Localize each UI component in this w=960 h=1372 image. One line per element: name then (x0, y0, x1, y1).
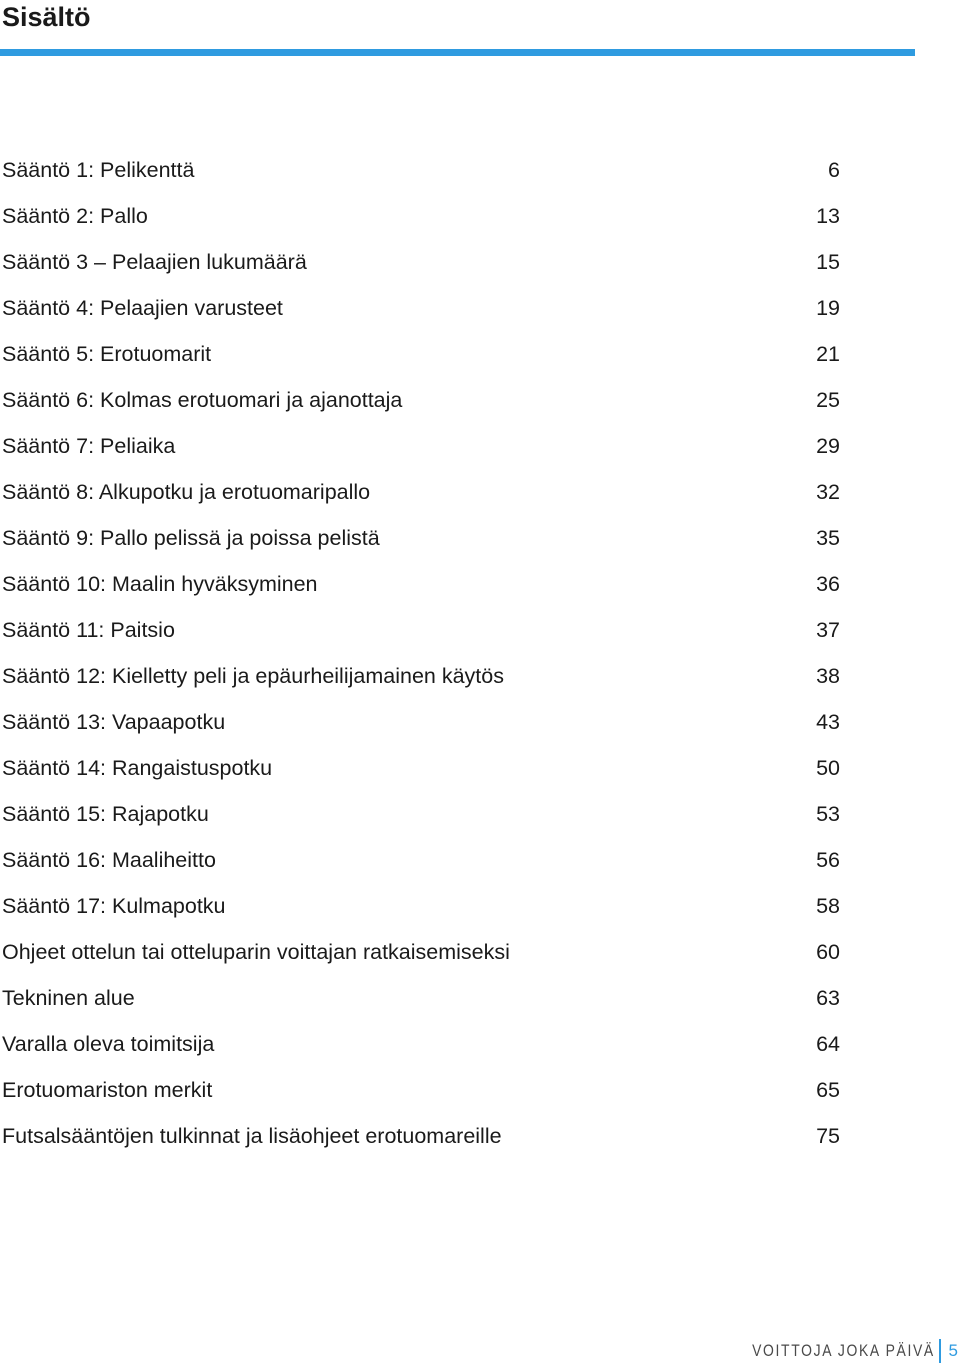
title-rule (0, 49, 915, 56)
toc-entry-page: 29 (816, 434, 840, 458)
toc-entry[interactable] (0, 699, 850, 745)
toc-entry[interactable] (0, 1067, 850, 1113)
toc-entry-page: 63 (816, 986, 840, 1010)
toc-entry-label: Sääntö 4: Pelaajien varusteet ..... (2, 285, 788, 331)
page-title: Sisältö (2, 2, 91, 32)
toc-entry-page: 50 (816, 756, 840, 780)
toc-entry-label: Sääntö 8: Alkupotku ja erotuomaripallo ..... (2, 469, 788, 515)
toc-entry-page: 6 (828, 158, 840, 182)
toc-entry[interactable] (0, 1113, 850, 1159)
toc-entry-page: 15 (816, 250, 840, 274)
toc-entry-label: Tekninen alue ..... (2, 975, 788, 1021)
toc-entry-label: Sääntö 11: Paitsio ..... (2, 607, 788, 653)
toc-entry[interactable] (0, 515, 850, 561)
toc-entry-page: 56 (816, 848, 840, 872)
toc-entry-label: Sääntö 10: Maalin hyväksyminen ..... (2, 561, 788, 607)
toc-entry-page: 60 (816, 940, 840, 964)
toc-entry-page: 37 (816, 618, 840, 642)
toc-entry-page: 13 (816, 204, 840, 228)
toc-entry-page: 43 (816, 710, 840, 734)
toc-entry-label: Futsalsääntöjen tulkinnat ja lisäohjeet erotuomareille ..... (2, 1113, 788, 1159)
toc-entry[interactable] (0, 561, 850, 607)
toc-entry[interactable] (0, 883, 850, 929)
toc-entry[interactable] (0, 423, 850, 469)
toc-entry-label: Varalla oleva toimitsija ..... (2, 1021, 788, 1067)
toc-entry-page: 25 (816, 388, 840, 412)
toc-entry-label: Sääntö 3 – Pelaajien lukumäärä ..... (2, 239, 788, 285)
table-of-contents (0, 147, 850, 1159)
toc-entry-page: 53 (816, 802, 840, 826)
page-footer (712, 1336, 958, 1366)
toc-entry-label: Sääntö 16: Maaliheitto ..... (2, 837, 788, 883)
toc-entry[interactable] (0, 193, 850, 239)
toc-entry-label: Sääntö 1: Pelikenttä ..... (2, 147, 788, 193)
toc-entry[interactable] (0, 929, 850, 975)
toc-entry[interactable] (0, 837, 850, 883)
toc-entry-label: Sääntö 17: Kulmapotku ..... (2, 883, 788, 929)
toc-entry-page: 21 (816, 342, 840, 366)
toc-entry-label: Sääntö 14: Rangaistuspotku ..... (2, 745, 788, 791)
toc-entry-label: Sääntö 9: Pallo pelissä ja poissa pelistä ..... (2, 515, 788, 561)
toc-entry-label: Sääntö 2: Pallo ..... (2, 193, 788, 239)
toc-entry-label: Sääntö 15: Rajapotku ..... (2, 791, 788, 837)
toc-entry-page: 36 (816, 572, 840, 596)
toc-entry-page: 65 (816, 1078, 840, 1102)
toc-entry-label: Erotuomariston merkit ..... (2, 1067, 788, 1113)
toc-entry-label: Sääntö 5: Erotuomarit ..... (2, 331, 788, 377)
toc-entry-page: 38 (816, 664, 840, 688)
toc-entry-label: Sääntö 6: Kolmas erotuomari ja ajanottaja ..... (2, 377, 788, 423)
footer-brand: VOITTOJA JOKA PÄIVÄ (751, 1341, 935, 1360)
toc-entry-page: 75 (816, 1124, 840, 1148)
toc-entry-page: 58 (816, 894, 840, 918)
toc-entry-label: Sääntö 12: Kielletty peli ja epäurheilijamainen käytös ..... (2, 653, 788, 699)
toc-entry-label: Sääntö 13: Vapaapotku ..... (2, 699, 788, 745)
toc-entry[interactable] (0, 239, 850, 285)
toc-entry[interactable] (0, 607, 850, 653)
toc-entry[interactable] (0, 653, 850, 699)
toc-entry[interactable] (0, 1021, 850, 1067)
footer-divider (939, 1339, 941, 1363)
toc-entry[interactable] (0, 791, 850, 837)
toc-entry-page: 64 (816, 1032, 840, 1056)
toc-entry[interactable] (0, 147, 850, 193)
toc-entry-page: 19 (816, 296, 840, 320)
toc-entry-label: Sääntö 7: Peliaika ..... (2, 423, 788, 469)
toc-entry[interactable] (0, 745, 850, 791)
footer-page-number: 5 (948, 1341, 958, 1360)
toc-entry[interactable] (0, 331, 850, 377)
toc-entry[interactable] (0, 469, 850, 515)
toc-entry-page: 32 (816, 480, 840, 504)
toc-entry[interactable] (0, 285, 850, 331)
toc-entry[interactable] (0, 975, 850, 1021)
toc-entry[interactable] (0, 377, 850, 423)
toc-entry-label: Ohjeet ottelun tai otteluparin voittajan ratkaisemiseksi ..... (2, 929, 788, 975)
toc-entry-page: 35 (816, 526, 840, 550)
